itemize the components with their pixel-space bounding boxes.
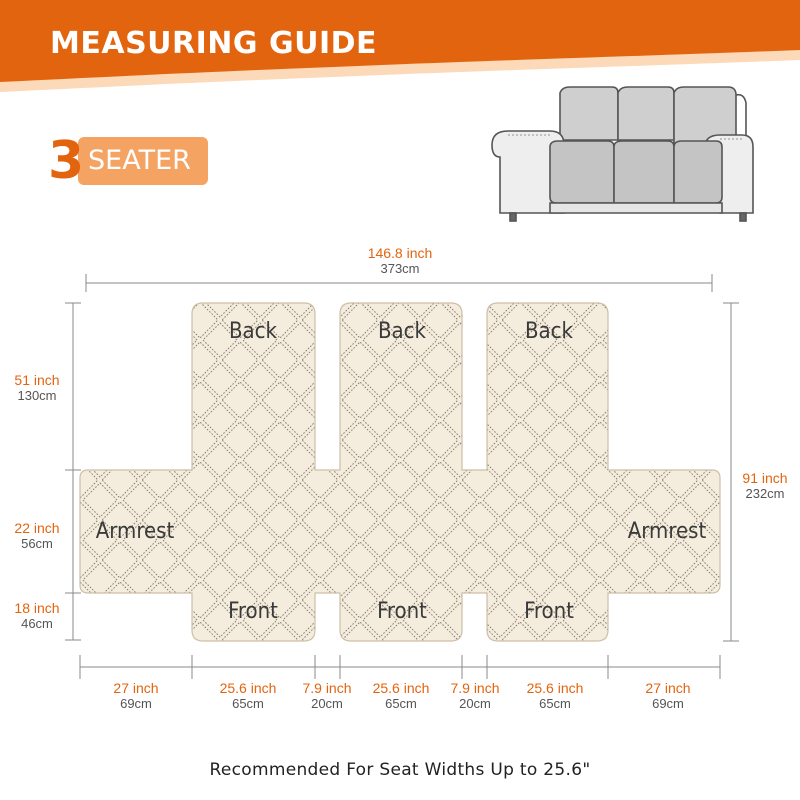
armrest-label-left: Armrest (95, 519, 175, 544)
bottom-dim-inch: 7.9 inch (302, 680, 352, 696)
total-height-cm: 232cm (745, 486, 785, 501)
cover-outline (80, 303, 720, 641)
front-label-3: Front (524, 599, 574, 624)
bottom-dim-seat-3 (515, 680, 595, 712)
recommendation-note: Recommended For Seat Widths Up to 25.6" (209, 760, 591, 780)
bottom-dim-gap-2 (440, 680, 510, 712)
seat-depth-cm: 56cm (21, 536, 53, 551)
seater-number: 3 (48, 131, 85, 191)
front-height-cm: 46cm (21, 616, 53, 631)
back-height-label (0, 372, 74, 404)
back-height-cm: 130cm (17, 388, 57, 403)
bottom-dim-gap-1 (292, 680, 362, 712)
bottom-dim-inch: 7.9 inch (450, 680, 500, 696)
total-width-inch: 146.8 inch (367, 245, 433, 261)
back-label-3: Back (524, 319, 574, 344)
seat-depth-label (0, 520, 74, 552)
seat-depth-inch: 22 inch (14, 520, 60, 536)
bottom-dim-armrest-left (96, 680, 176, 712)
bottom-dim-cm: 65cm (385, 696, 417, 711)
front-label-2: Front (377, 599, 427, 624)
total-width-label (340, 245, 460, 277)
back-height-inch: 51 inch (14, 372, 60, 388)
bottom-dim-inch: 25.6 inch (219, 680, 277, 696)
bottom-dim-inch: 25.6 inch (526, 680, 584, 696)
total-height-label (730, 470, 800, 502)
bottom-dim-cm: 65cm (539, 696, 571, 711)
bottom-dim-cm: 69cm (652, 696, 684, 711)
armrest-label-right: Armrest (627, 519, 707, 544)
seater-word: SEATER (88, 145, 191, 176)
front-height-inch: 18 inch (14, 600, 60, 616)
bottom-dim-inch: 25.6 inch (372, 680, 430, 696)
front-label-1: Front (228, 599, 278, 624)
bottom-dim-cm: 20cm (311, 696, 343, 711)
back-label-1: Back (228, 319, 278, 344)
page-title: MEASURING GUIDE (50, 26, 378, 61)
back-label-2: Back (377, 319, 427, 344)
bottom-dim-armrest-right (628, 680, 708, 712)
bottom-dim-cm: 69cm (120, 696, 152, 711)
bottom-dim-cm: 65cm (232, 696, 264, 711)
bottom-dim-inch: 27 inch (113, 680, 159, 696)
bottom-dim-seat-1 (208, 680, 288, 712)
front-height-label (0, 600, 74, 632)
bottom-dim-cm: 20cm (459, 696, 491, 711)
bottom-dim-inch: 27 inch (645, 680, 691, 696)
total-width-cm: 373cm (380, 261, 420, 276)
bottom-dim-seat-2 (361, 680, 441, 712)
total-height-inch: 91 inch (742, 470, 788, 486)
